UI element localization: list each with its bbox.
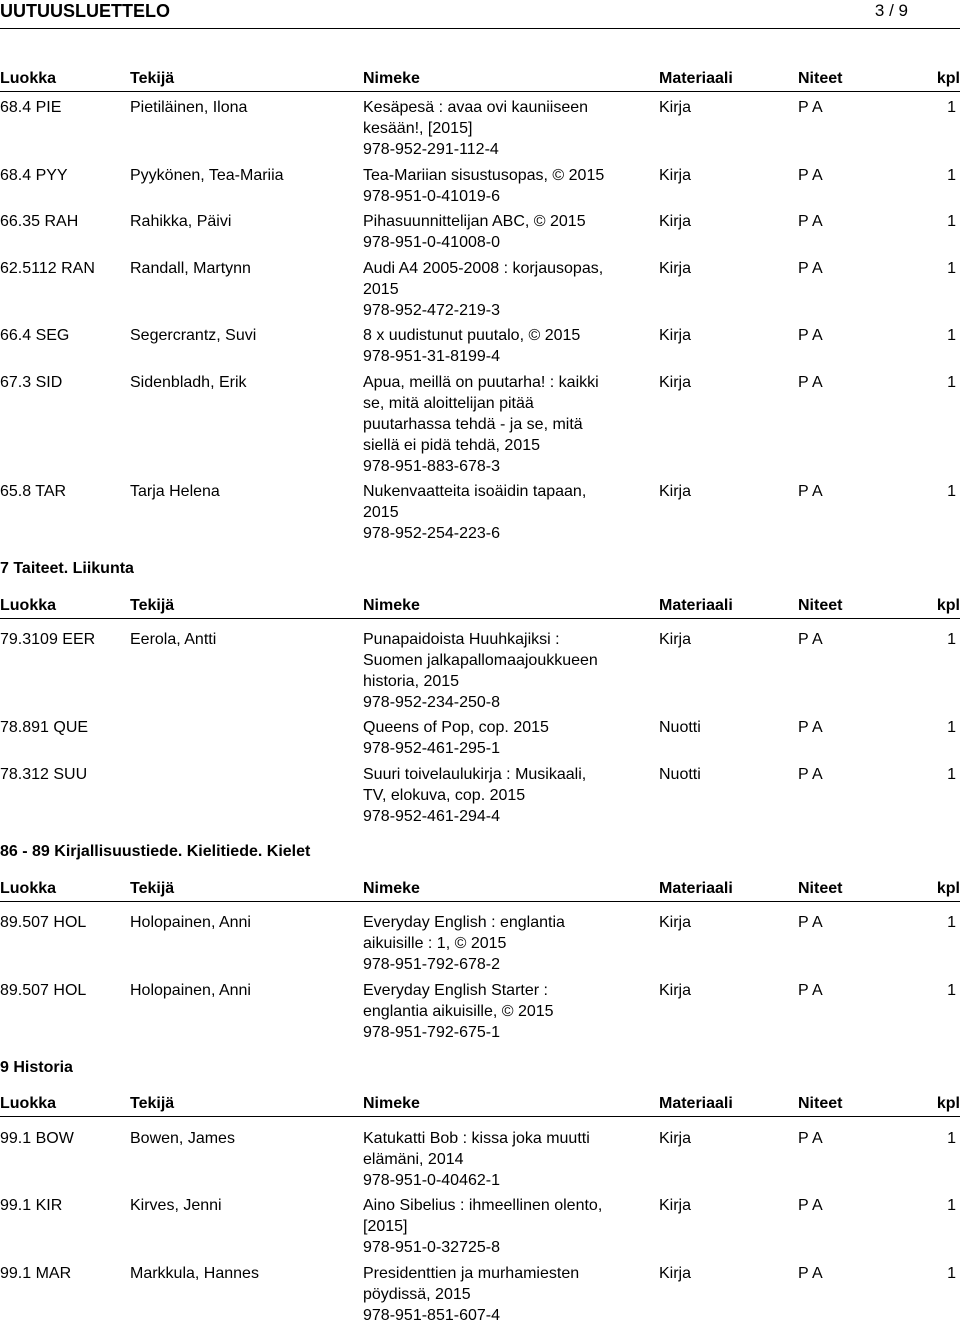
entry-copies-location: P A [798, 914, 823, 931]
entry-author: Segercrantz, Suvi [130, 327, 257, 344]
entry-title-line: Everyday English : englantia [363, 914, 565, 931]
entry-copies-location: P A [798, 99, 823, 116]
entry-title-line: Nukenvaatteita isoäidin tapaan, [363, 483, 587, 500]
entry-classification: 78.891 QUE [0, 719, 89, 736]
entry-copies-location: P A [798, 1130, 823, 1147]
col-materiaali-header: Materiaali [659, 1095, 733, 1112]
entry-count: 1 [947, 766, 956, 783]
column-header-divider [0, 1116, 960, 1117]
entry-count: 1 [947, 1265, 956, 1282]
section-heading: 7 Taiteet. Liikunta [0, 560, 134, 577]
entry-title [363, 165, 633, 207]
entry-material: Kirja [659, 260, 692, 277]
entry-copies-location: P A [798, 1197, 823, 1214]
entry-title-line: TV, elokuva, cop. 2015 [363, 787, 526, 804]
entry-copies-location: P A [798, 1265, 823, 1282]
entry-count: 1 [947, 982, 956, 999]
entry-title [363, 97, 633, 160]
entry-title-line: [2015] [363, 1218, 408, 1235]
entry-author: Pietiläinen, Ilona [130, 99, 248, 116]
entry-title-line: 2015 [363, 281, 399, 298]
entry-copies-location: P A [798, 260, 823, 277]
entry-author: Tarja Helena [130, 483, 220, 500]
entry-copies-location: P A [798, 167, 823, 184]
entry-count: 1 [947, 99, 956, 116]
col-materiaali-header: Materiaali [659, 597, 733, 614]
entry-isbn: 978-951-883-678-3 [363, 458, 500, 475]
entry-title-line: Kesäpesä : avaa ovi kauniiseen [363, 99, 589, 116]
entry-count: 1 [947, 483, 956, 500]
entry-copies-location: P A [798, 719, 823, 736]
entry-title [363, 764, 633, 827]
entry-title-line: Audi A4 2005-2008 : korjausopas, [363, 260, 604, 277]
col-luokka-header: Luokka [0, 597, 57, 614]
document-title: UUTUUSLUETTELO [0, 1, 170, 21]
entry-copies-location: P A [798, 213, 823, 230]
entry-classification: 66.35 RAH [0, 213, 79, 230]
header-divider [0, 28, 960, 29]
entry-title-line: Apua, meillä on puutarha! : kaikki [363, 374, 599, 391]
entry-title-line: puutarhassa tehdä - ja se, mitä [363, 416, 583, 433]
entry-material: Kirja [659, 374, 692, 391]
entry-count: 1 [947, 1197, 956, 1214]
section-heading: 86 - 89 Kirjallisuustiede. Kielitiede. Kielet [0, 843, 311, 860]
entry-title-line: Presidenttien ja murhamiesten [363, 1265, 580, 1282]
entry-classification: 67.3 SID [0, 374, 63, 391]
entry-title-line: historia, 2015 [363, 673, 460, 690]
entry-count: 1 [947, 260, 956, 277]
entry-title-line: Tea-Mariian sisustusopas, © 2015 [363, 167, 605, 184]
col-nimeke-header: Nimeke [363, 880, 420, 897]
entry-material: Kirja [659, 631, 692, 648]
entry-material: Kirja [659, 213, 692, 230]
entry-author: Bowen, James [130, 1130, 235, 1147]
entry-classification: 89.507 HOL [0, 982, 87, 999]
entry-author: Holopainen, Anni [130, 982, 251, 999]
entry-author: Randall, Martynn [130, 260, 251, 277]
column-header-row [0, 880, 960, 900]
column-header-row [0, 70, 960, 90]
entry-title-line: elämäni, 2014 [363, 1151, 464, 1168]
col-nimeke-header: Nimeke [363, 1095, 420, 1112]
entry-title-line: pöydissä, 2015 [363, 1286, 471, 1303]
entry-title-line: se, mitä aloittelijan pitää [363, 395, 534, 412]
entry-classification: 68.4 PIE [0, 99, 62, 116]
entry-title-line: Punapaidoista Huuhkajiksi : [363, 631, 560, 648]
entry-copies-location: P A [798, 483, 823, 500]
column-header-divider [0, 91, 960, 92]
entry-material: Kirja [659, 1197, 692, 1214]
entry-title [363, 1195, 633, 1258]
entry-title-line: aikuisille : 1, © 2015 [363, 935, 507, 952]
entry-isbn: 978-952-254-223-6 [363, 525, 500, 542]
col-tekija-header: Tekijä [130, 880, 175, 897]
entry-title-line: Katukatti Bob : kissa joka muutti [363, 1130, 590, 1147]
col-kpl-header: kpl [936, 597, 960, 614]
entry-classification: 99.1 MAR [0, 1265, 72, 1282]
entry-classification: 99.1 KIR [0, 1197, 63, 1214]
col-niteet-header: Niteet [798, 597, 843, 614]
col-niteet-header: Niteet [798, 1095, 843, 1112]
entry-title-line: englantia aikuisille, © 2015 [363, 1003, 554, 1020]
entry-title [363, 717, 633, 759]
entry-count: 1 [947, 719, 956, 736]
entry-isbn: 978-951-31-8199-4 [363, 348, 500, 365]
entry-material: Kirja [659, 982, 692, 999]
entry-title-line: kesään!, [2015] [363, 120, 473, 137]
entry-title [363, 211, 633, 253]
col-kpl-header: kpl [936, 880, 960, 897]
col-luokka-header: Luokka [0, 1095, 57, 1112]
entry-title-line: Pihasuunnittelijan ABC, © 2015 [363, 213, 586, 230]
page-number: 3 / 9 [874, 1, 908, 20]
col-niteet-header: Niteet [798, 70, 843, 87]
entry-isbn: 978-951-0-41008-0 [363, 234, 500, 251]
col-materiaali-header: Materiaali [659, 70, 733, 87]
entry-title [363, 912, 633, 975]
entry-title-line: Suomen jalkapallomaajoukkueen [363, 652, 598, 669]
entry-isbn: 978-951-792-678-2 [363, 956, 500, 973]
entry-material: Nuotti [659, 766, 701, 783]
entry-material: Kirja [659, 483, 692, 500]
entry-count: 1 [947, 327, 956, 344]
entry-count: 1 [947, 213, 956, 230]
entry-copies-location: P A [798, 327, 823, 344]
entry-isbn: 978-952-472-219-3 [363, 302, 500, 319]
entry-count: 1 [947, 374, 956, 391]
entry-title [363, 1128, 633, 1191]
col-luokka-header: Luokka [0, 880, 57, 897]
entry-author: Kirves, Jenni [130, 1197, 222, 1214]
entry-title [363, 629, 633, 713]
entry-title-line: Everyday English Starter : [363, 982, 548, 999]
entry-classification: 99.1 BOW [0, 1130, 74, 1147]
entry-classification: 66.4 SEG [0, 327, 70, 344]
entry-title [363, 325, 633, 367]
entry-author: Sidenbladh, Erik [130, 374, 247, 391]
entry-title [363, 1263, 633, 1326]
column-header-divider [0, 618, 960, 619]
col-luokka-header: Luokka [0, 70, 57, 87]
entry-author: Pyykönen, Tea-Mariia [130, 167, 284, 184]
col-kpl-header: kpl [936, 70, 960, 87]
entry-material: Nuotti [659, 719, 701, 736]
entry-isbn: 978-952-461-295-1 [363, 740, 500, 757]
entry-author: Rahikka, Päivi [130, 213, 232, 230]
entry-copies-location: P A [798, 374, 823, 391]
col-tekija-header: Tekijä [130, 1095, 175, 1112]
entry-title [363, 258, 633, 321]
entry-count: 1 [947, 914, 956, 931]
column-header-divider [0, 901, 960, 902]
entry-copies-location: P A [798, 766, 823, 783]
entry-material: Kirja [659, 1130, 692, 1147]
entry-isbn: 978-951-0-40462-1 [363, 1172, 500, 1189]
entry-isbn: 978-952-291-112-4 [363, 141, 499, 158]
entry-title-line: siellä ei pidä tehdä, 2015 [363, 437, 541, 454]
entry-copies-location: P A [798, 631, 823, 648]
col-niteet-header: Niteet [798, 880, 843, 897]
col-tekija-header: Tekijä [130, 70, 175, 87]
entry-isbn: 978-951-0-41019-6 [363, 188, 500, 205]
entry-isbn: 978-951-792-675-1 [363, 1024, 500, 1041]
entry-title-line: 8 x uudistunut puutalo, © 2015 [363, 327, 581, 344]
entry-title-line: Suuri toivelaulukirja : Musikaali, [363, 766, 587, 783]
entry-author: Markkula, Hannes [130, 1265, 259, 1282]
col-kpl-header: kpl [936, 1095, 960, 1112]
col-materiaali-header: Materiaali [659, 880, 733, 897]
entry-classification: 89.507 HOL [0, 914, 87, 931]
col-nimeke-header: Nimeke [363, 70, 420, 87]
entry-count: 1 [947, 167, 956, 184]
entry-classification: 79.3109 EER [0, 631, 96, 648]
entry-material: Kirja [659, 167, 692, 184]
entry-isbn: 978-952-461-294-4 [363, 808, 500, 825]
entry-classification: 78.312 SUU [0, 766, 88, 783]
entry-isbn: 978-951-0-32725-8 [363, 1239, 500, 1256]
entry-material: Kirja [659, 914, 692, 931]
entry-author: Holopainen, Anni [130, 914, 251, 931]
entry-title [363, 481, 633, 544]
entry-isbn: 978-952-234-250-8 [363, 694, 500, 711]
entry-material: Kirja [659, 327, 692, 344]
entry-isbn: 978-951-851-607-4 [363, 1307, 500, 1324]
entry-title-line: Aino Sibelius : ihmeellinen olento, [363, 1197, 603, 1214]
entry-copies-location: P A [798, 982, 823, 999]
section-heading: 9 Historia [0, 1059, 73, 1076]
col-tekija-header: Tekijä [130, 597, 175, 614]
entry-classification: 68.4 PYY [0, 167, 68, 184]
entry-count: 1 [947, 1130, 956, 1147]
entry-author: Eerola, Antti [130, 631, 217, 648]
entry-title-line: 2015 [363, 504, 399, 521]
entry-classification: 62.5112 RAN [0, 260, 95, 277]
entry-classification: 65.8 TAR [0, 483, 67, 500]
column-header-row [0, 597, 960, 617]
entry-count: 1 [947, 631, 956, 648]
entry-material: Kirja [659, 1265, 692, 1282]
entry-title-line: Queens of Pop, cop. 2015 [363, 719, 549, 736]
column-header-row [0, 1095, 960, 1115]
entry-material: Kirja [659, 99, 692, 116]
entry-title [363, 372, 633, 477]
col-nimeke-header: Nimeke [363, 597, 420, 614]
entry-title [363, 980, 633, 1043]
